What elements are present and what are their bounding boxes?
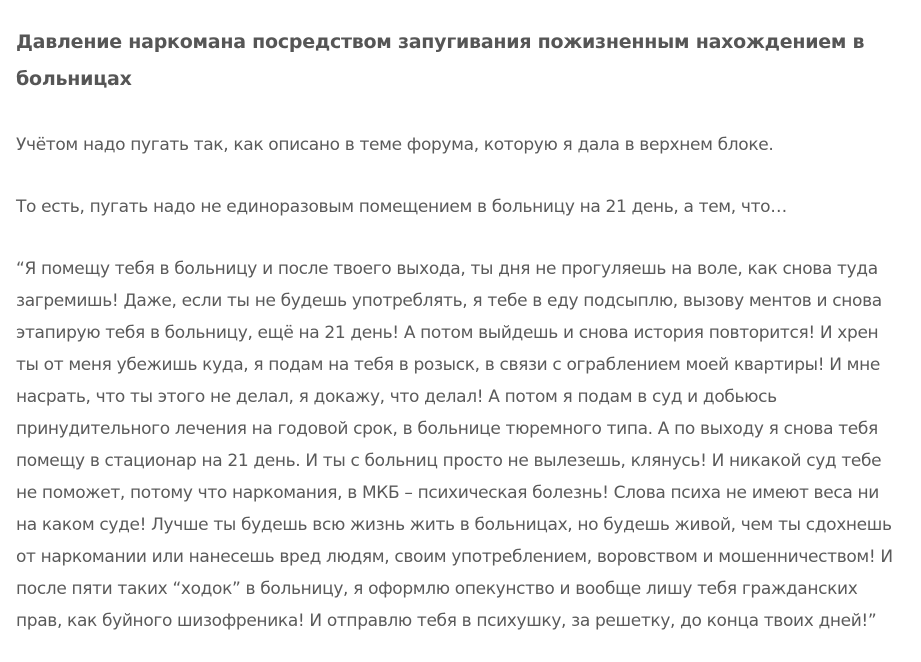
article-paragraph-intro: Учётом надо пугать так, как описано в теме форума, которую я дала в верхнем блоке. [16, 135, 774, 155]
article-paragraph-quote: “Я помещу тебя в больницу и после твоего выхода, ты дня не прогуляешь на воле, как снова туда загремишь! Даже, если ты не будешь употреблять, я тебе в еду подсыплю, вызову ментов и снова этапирую тебя в больницу, ещё на 21 день! А потом выйдешь и снова история повторится! И хрен ты от меня убежишь куда, я подам на тебя в розыск, в связи с ограблением моей квартиры! И мне насрать, что ты этого не делал, я докажу, что делал! А потом я подам в суд и добьюсь принудительного лечения на годовой срок, в больнице тюремного типа. А по выходу я снова тебя помещу в стационар на 21 день. И ты с больниц просто не вылезешь, клянусь! И никакой суд тебе не поможет, потому что наркомания, в МКБ – психическая болезнь! Слова психа не имеют веса ни на каком суде! Лучше ты будешь всю жизнь жить в больницах, но будешь живой, чем ты сдохнешь от наркомании или нанесешь вред людям, своим употреблением, воровством и мошенничеством! И после пяти таких “ходок” в больницу, я оформлю опекунство и вообще лишу тебя гражданских прав, как буйного шизофреника! И отправлю тебя в психушку, за решетку, до конца твоих дней!” [16, 259, 893, 631]
article-title: Давление наркомана посредством запугивания пожизненным нахождением в больницах [16, 31, 865, 90]
article-paragraph-clarification: То есть, пугать надо не единоразовым помещением в больницу на 21 день, а тем, что… [16, 197, 787, 217]
